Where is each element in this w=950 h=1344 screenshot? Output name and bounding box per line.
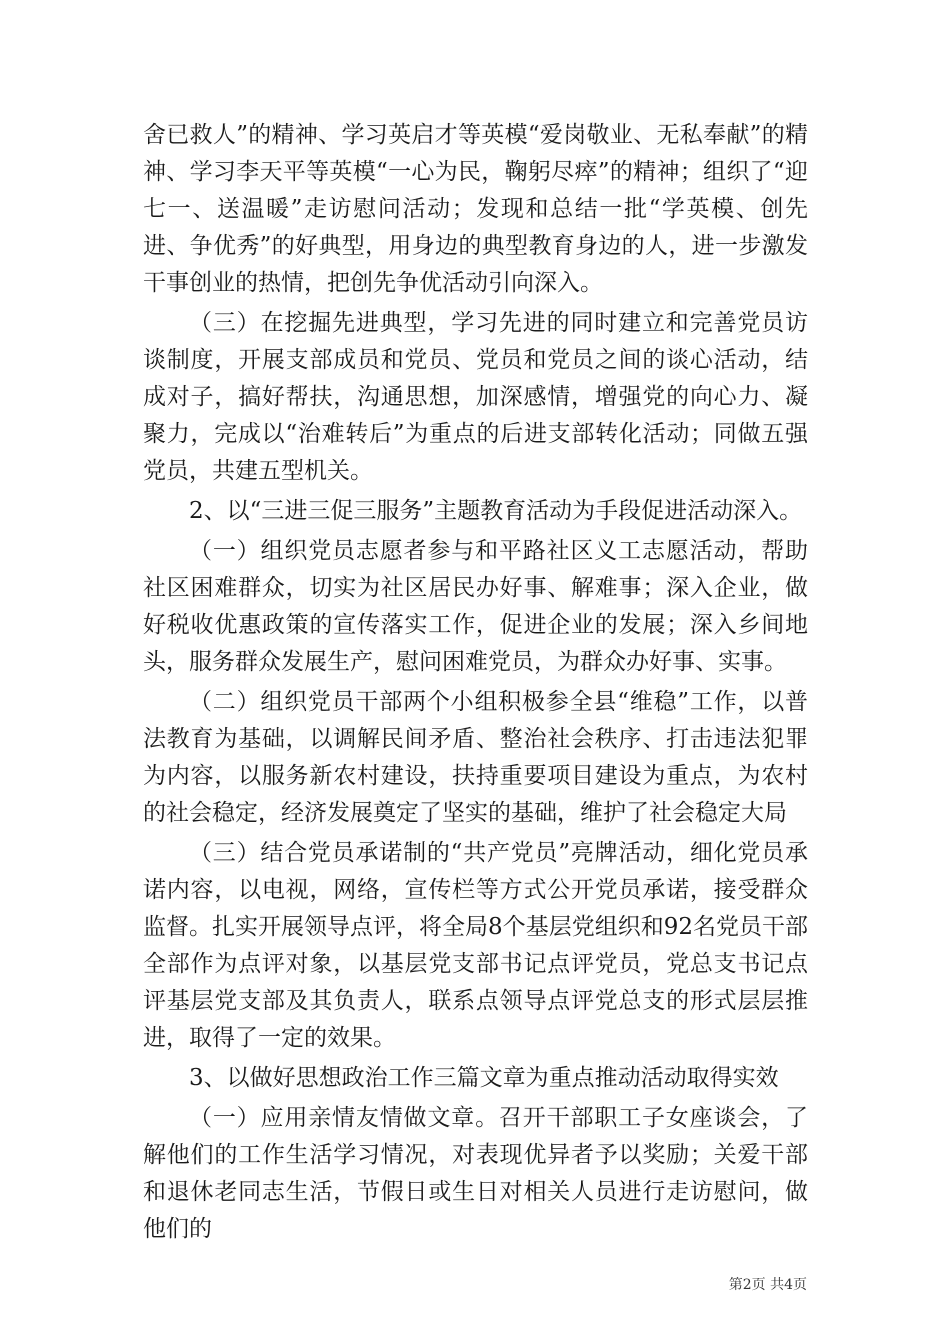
document-body [143, 117, 808, 1251]
page-number-footer: 第2页 共4页 [728, 1277, 807, 1293]
paragraph-family-friendship: （一）应用亲情友情做文章。召开干部职工子女座谈会，了解他们的工作生活学习情况，对表现优异者予以奖励；关爱干部和退休老同志生活，节假日或生日对相关人员进行走访慰问，做他们的 [143, 1105, 808, 1242]
paragraph-volunteer: （一）组织党员志愿者参与和平路社区义工志愿活动，帮助社区困难群众，切实为社区居民办好事、解难事；深入企业，做好税收优惠政策的宣传落实工作，促进企业的发展；深入乡间地头，服务群众发展生产，慰问困难党员，为群众办好事、实事。 [143, 538, 808, 675]
paragraph-commitment: （三）结合党员承诺制的“共产党员”亮牌活动，细化党员承诺内容，以电视，网络，宣传栏等方式公开党员承诺，接受群众监督。扎实开展领导点评，将全局8个基层党组织和92名党员干部全部作为点评对象，以基层党支部书记点评党员，党总支书记点评基层党支部及其负责人，联系点领导点评党总支的形式层层推进，取得了一定的效果。 [143, 840, 808, 1051]
heading-item-2: 2、以“三进三促三服务”主题教育活动为手段促进活动深入。 [189, 498, 803, 524]
paragraph-section-3-typical: （三）在挖掘先进典型，学习先进的同时建立和完善党员访谈制度，开展支部成员和党员、党员和党员之间的谈心活动，结成对子，搞好帮扶，沟通思想，加深感情，增强党的向心力、凝聚力，完成以“治难转后”为重点的后进支部转化活动；同做五强党员，共建五型机关。 [143, 310, 808, 484]
paragraph-stability: （二）组织党员干部两个小组积极参全县“维稳”工作，以普法教育为基础，以调解民间矛盾、整治社会秩序、打击违法犯罪为内容，以服务新农村建设，扶持重要项目建设为重点，为农村的社会稳定，经济发展奠定了坚实的基础，维护了社会稳定大局 [143, 689, 808, 826]
paragraph-continuation: 舍已救人”的精神、学习英启才等英模“爱岗敬业、无私奉献”的精神、学习李天平等英模“一心为民，鞠躬尽瘁”的精神；组织了“迎七一、送温暖”走访慰问活动；发现和总结一批“学英模、创先进、争优秀”的好典型，用身边的典型教育身边的人，进一步激发干事创业的热情，把创先争优活动引向深入。 [143, 122, 808, 296]
heading-item-3: 3、以做好思想政治工作三篇文章为重点推动活动取得实效 [189, 1065, 779, 1091]
